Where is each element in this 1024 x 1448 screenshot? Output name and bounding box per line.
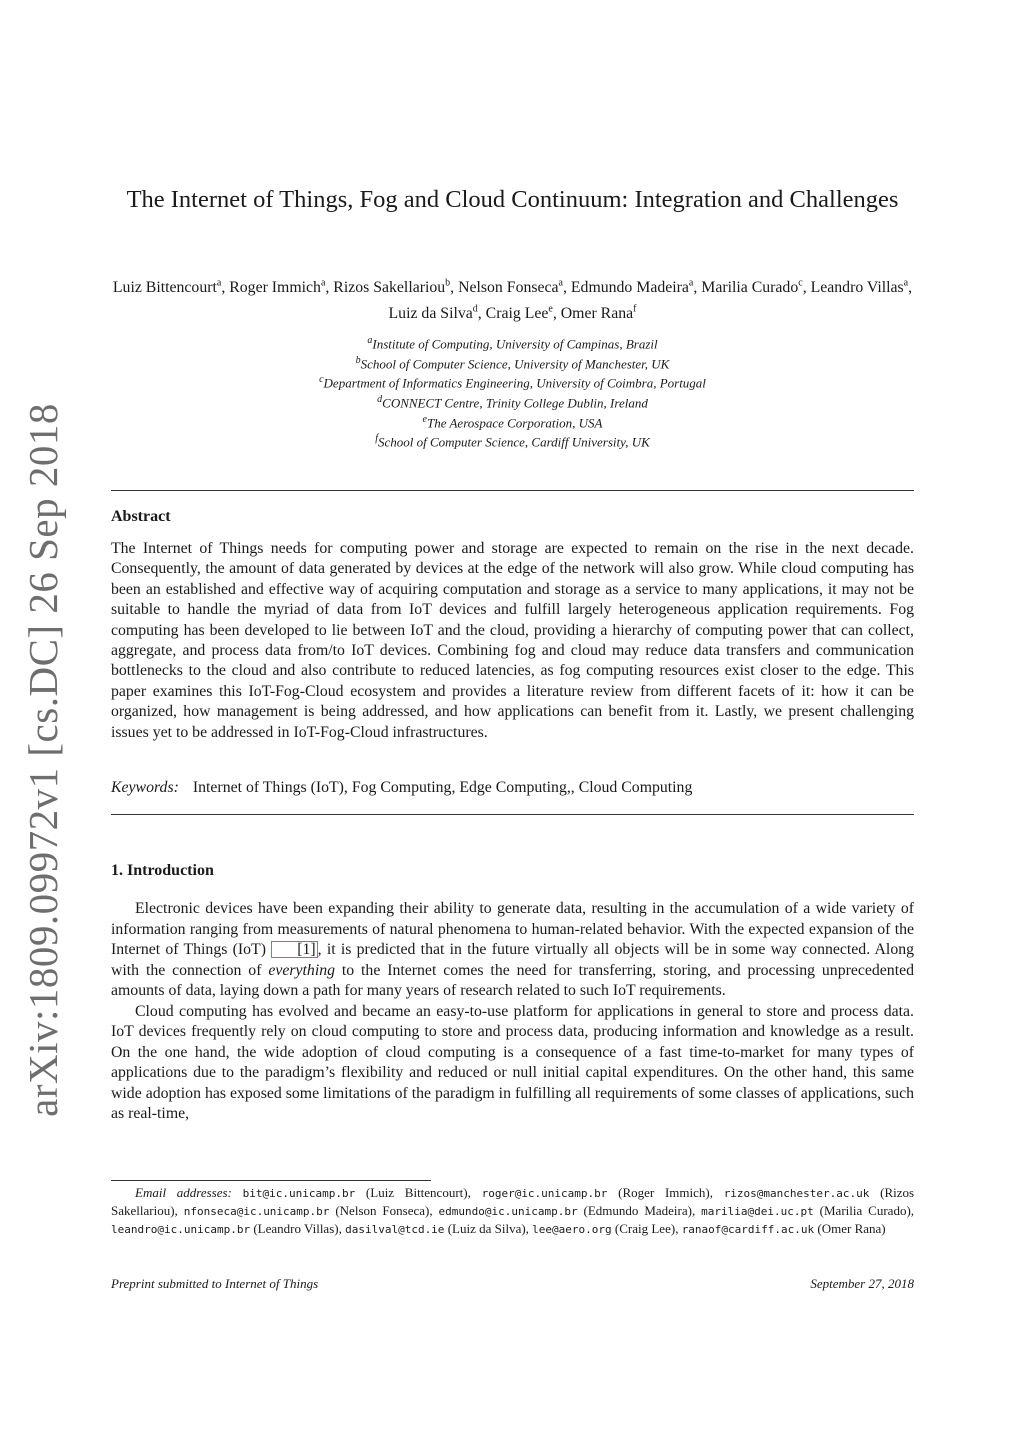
- section-heading-introduction: 1. Introduction: [111, 862, 214, 879]
- affiliation: $^b$School of Computer Science, University of Manchester, UK: [355, 354, 670, 371]
- paper-title: The Internet of Things, Fog and Cloud Continuum: Integration and Challenges: [126, 186, 899, 213]
- affiliation: $^e$The Aerospace Corporation, USA: [422, 413, 603, 430]
- paragraph: Electronic devices have been expanding their ability to generate data, resulting in the accumulation of a wide variety of information ranging from measurements of natural phenomena to human-related behavior. With the expected expansion of the Internet of Things (IoT) [1] , it is predicted that in the future virtually all objects will be in some way connected. Along with the connection of everything to the Internet comes the need for transferring, storing, and processing unprecedented amounts of data, laying down a path for many years of research related to such IoT requirements.: [111, 900, 915, 999]
- email-link[interactable]: rizos@manchester.ac.uk: [723, 1187, 870, 1200]
- author: Luiz Bittencourt$^a$,: [112, 278, 230, 297]
- author-list: [111, 273, 914, 324]
- author: Rizos Sakellariou$^b$,: [333, 278, 459, 297]
- email-footnote: Email addresses: bit@ic.unicamp.br (Luiz Bittencourt), roger@ic.unicamp.br (Roger Immich), rizos@manchester.ac.uk (Rizos Sakellariou), nfonseca@ic.unicamp.br (Nelson Fonseca), edmundo@ic.unicamp.br (Edmundo Madeira), marilia@dei.uc.pt (Marilia Curado), leandro@ic.unicamp.br (Leandro Villas), dasilval@tcd.ie (Luiz da Silva), lee@aero.org (Craig Lee), ranaof@cardiff.ac.uk (Omer Rana): [111, 1185, 915, 1236]
- paragraph: Cloud computing has evolved and became an easy-to-use platform for applications in general to store and process data. IoT devices frequently rely on cloud computing to store and process data, producing information and knowledge as a result. On the one hand, the wide adoption of cloud computing is a consequence of a fast time-to-market for many types of applications due to the paradigm’s flexibility and reduced or null initial capital expenditures. On the other hand, this same wide adoption has exposed some limitations of the paradigm in fulfilling all requirements of some classes of applications, such as real-time,: [111, 1002, 914, 1122]
- email-link[interactable]: bit@ic.unicamp.br: [242, 1187, 356, 1200]
- affiliation-list: [111, 333, 914, 451]
- footnote-rule: [111, 1180, 431, 1181]
- affiliation: $^f$School of Computer Science, Cardiff University, UK: [375, 433, 650, 450]
- keywords-text: Internet of Things (IoT), Fog Computing, Edge Computing,, Cloud Computing: [192, 779, 693, 796]
- email-link[interactable]: nfonseca@ic.unicamp.br: [183, 1205, 330, 1218]
- author: Luiz da Silva$^d$,: [388, 303, 486, 322]
- author: Nelson Fonseca$^a$,: [458, 278, 571, 297]
- arxiv-stamp-text: arXiv:1809.09972v1 [cs.DC] 26 Sep 2018: [20, 403, 67, 1117]
- author: Leandro Villas$^a$,: [810, 278, 913, 297]
- author: Roger Immich$^a$,: [229, 278, 334, 297]
- email-link[interactable]: edmundo@ic.unicamp.br: [438, 1205, 578, 1218]
- affiliation: $^a$Institute of Computing, University of Campinas, Brazil: [367, 335, 658, 352]
- author: Omer Rana$^f$: [560, 303, 637, 322]
- email-link[interactable]: marilia@dei.uc.pt: [701, 1205, 814, 1218]
- abstract-heading: Abstract: [111, 508, 171, 525]
- email-link[interactable]: dasilval@tcd.ie: [345, 1223, 445, 1236]
- email-link[interactable]: leandro@ic.unicamp.br: [111, 1223, 251, 1236]
- keywords-label: Keywords:: [111, 779, 179, 796]
- email-link[interactable]: roger@ic.unicamp.br: [481, 1187, 608, 1200]
- author: Craig Lee$^e$,: [485, 303, 561, 322]
- author: Edmundo Madeira$^a$,: [570, 278, 702, 297]
- author: Marilia Curado$^c$,: [701, 278, 811, 297]
- email-link[interactable]: ranaof@cardiff.ac.uk: [681, 1223, 815, 1236]
- footer-preprint: Preprint submitted to Internet of Things: [111, 1276, 319, 1291]
- page-footer: [111, 1276, 914, 1292]
- keywords: [111, 778, 914, 798]
- abstract-top-rule: [111, 490, 914, 491]
- email-link[interactable]: lee@aero.org: [532, 1223, 612, 1236]
- abstract-bottom-rule: [111, 814, 914, 815]
- citation-link[interactable]: [1]: [271, 941, 317, 958]
- arxiv-stamp: [12, 403, 74, 1117]
- abstract-text: The Internet of Things needs for computing power and storage are expected to remain on the rise in the next decade. Consequently, the amount of data generated by devices at the edge of the network will also grow. While cloud computing has been an established and effective way of acquiring computation and storage as a service to many applications, it may not be suitable to handle the myriad of data from IoT devices and fulfill largely heterogeneous application requirements. Fog computing has been developed to lie between IoT and the cloud, providing a hierarchy of computing power that can collect, aggregate, and process data from/to IoT devices. Combining fog and cloud may reduce data transfers and communication bottlenecks to the cloud and also contribute to reduced latencies, as fog computing resources exist closer to the edge. This paper examines this IoT-Fog-Cloud ecosystem and provides a literature review from different facets of it: how it can be organized, how management is being addressed, and how applications can benefit from it. Lastly, we present challenging issues yet to be addressed in IoT-Fog-Cloud infrastructures.: [111, 540, 914, 741]
- footer-date: September 27, 2018: [810, 1276, 914, 1291]
- affiliation: $^c$Department of Informatics Engineering, University of Coimbra, Portugal: [319, 374, 706, 391]
- footnote-label: Email addresses:: [135, 1185, 232, 1200]
- introduction-body: [111, 899, 914, 1125]
- affiliation: $^d$CONNECT Centre, Trinity College Dublin, Ireland: [377, 393, 648, 411]
